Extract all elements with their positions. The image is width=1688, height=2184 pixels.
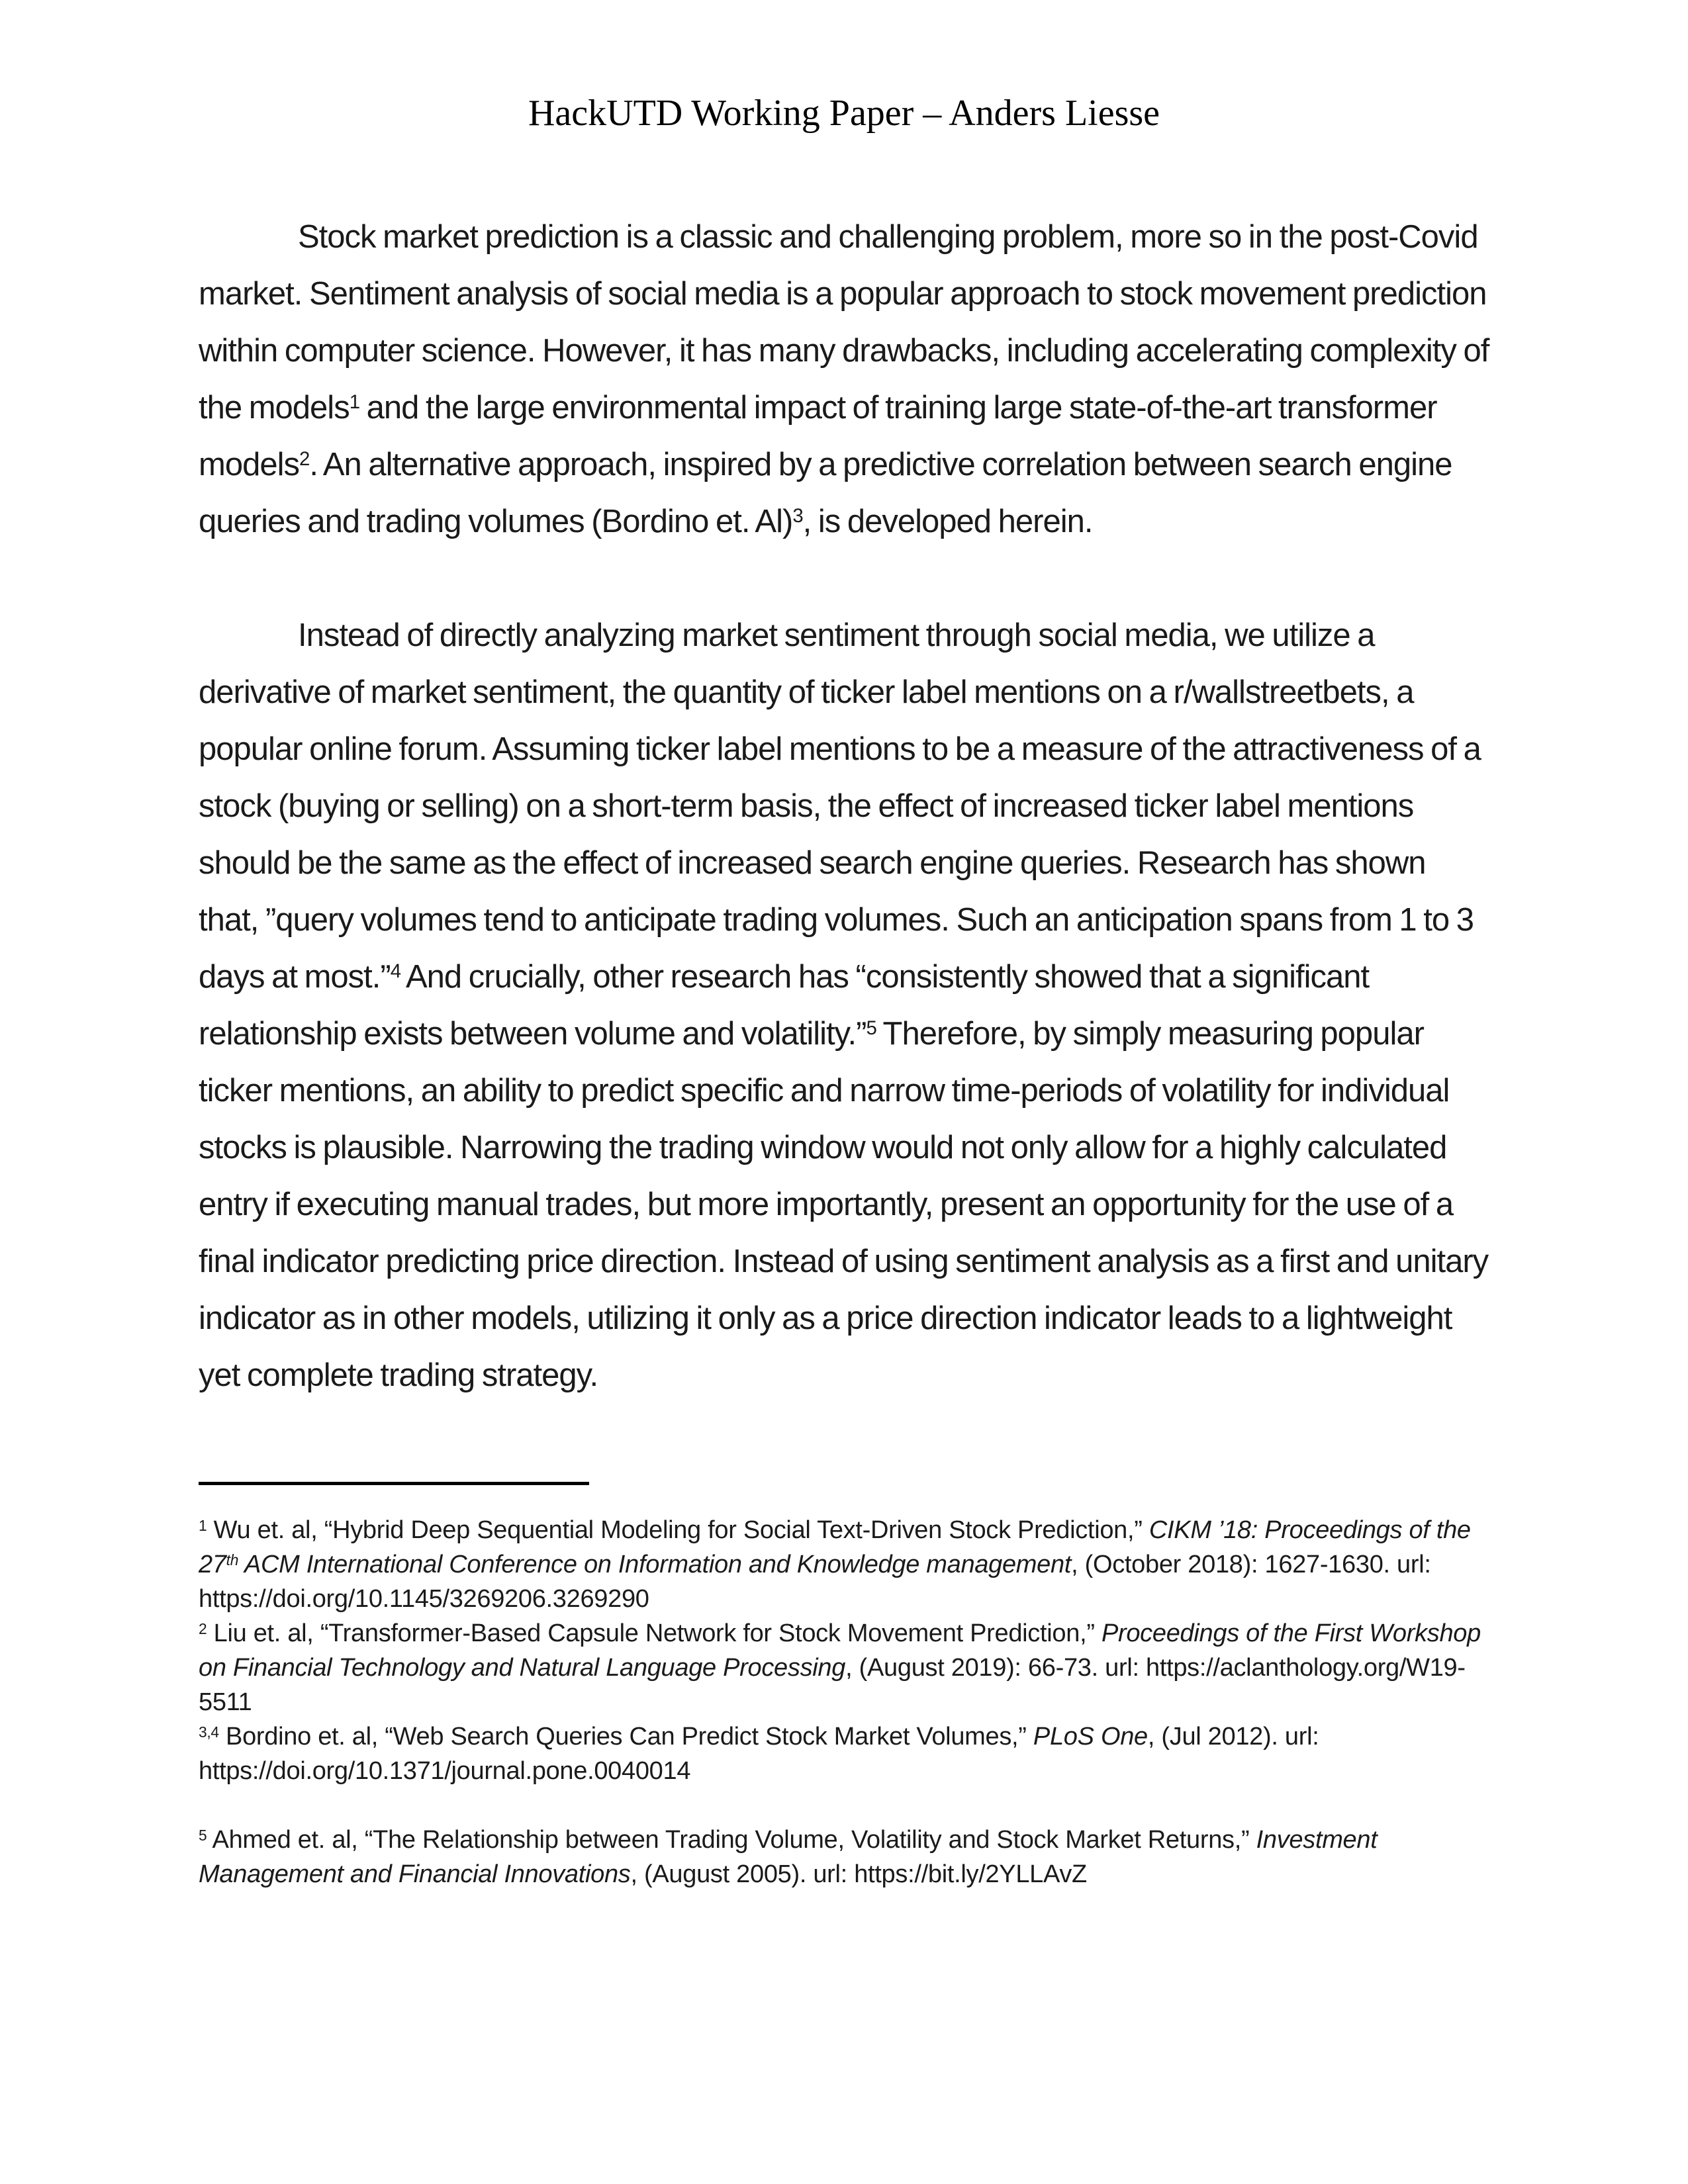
body-text — [199, 208, 1489, 1404]
footnotes-section — [199, 1482, 1489, 1891]
footnote-3-4: $^{3,4}$ Bordino et. al, “Web Search Queries Can Predict Stock Market Volumes,” PLoS One, (Jul 2012). url: https://doi.org/10.1371/journal.pone.0040014 — [199, 1723, 1319, 1785]
paragraph-2: Instead of directly analyzing market sentiment through social media, we utilize a derivative of market sentiment, the quantity of ticker label mentions on a r/wallstreetbets, a popular online forum. Assuming ticker label mentions to be a measure of the attractiveness of a stock (buying or selling) on a short-term basis, the effect of increased ticker label mentions should be the same as the effect of increased search engine queries. Research has shown that, ”query volumes tend to anticipate trading volumes. Such an anticipation spans from 1 to 3 days at most.”$^4$ And crucially, other research has “consistently showed that a significant relationship exists between volume and volatility.”$^5$ Therefore, by simply measuring popular ticker mentions, an ability to predict specific and narrow time-periods of volatility for individual stocks is plausible. Narrowing the trading window would not only allow for a highly calculated entry if executing manual trades, but more importantly, present an opportunity for the use of a final indicator predicting price direction. Instead of using sentiment analysis as a first and unitary indicator as in other models, utilizing it only as a price direction indicator leads to a lightweight yet complete trading strategy. — [199, 617, 1489, 1393]
footnote-2: $^2$ Liu et. al, “Transformer-Based Capsule Network for Stock Movement Prediction,” Proceedings of the First Workshop on Financial Technology and Natural Language Processing, (August 2019): 66-73. url: https://aclanthology.org/W19-5511 — [199, 1619, 1481, 1716]
footnote-separator — [199, 1482, 589, 1485]
page-title: HackUTD Working Paper – Anders Liesse — [528, 93, 1160, 134]
footnote-5: $^5$ Ahmed et. al, “The Relationship between Trading Volume, Volatility and Stock Market Returns,” Investment Management and Financial Innovations, (August 2005). url: https://bit.ly/2YLLAvZ — [199, 1826, 1378, 1888]
footnote-1: $^1$ Wu et. al, “Hybrid Deep Sequential Modeling for Social Text-Driven Stock Prediction,” CIKM ’18: Proceedings of the 27th ACM International Conference on Information and Knowledge management, (October 2018): 1627-1630. url: https://doi.org/10.1145/3269206.3269290 — [199, 1516, 1471, 1613]
paragraph-1: Stock market prediction is a classic and challenging problem, more so in the post-Covid market. Sentiment analysis of social media is a popular approach to stock movement prediction within computer science. However, it has many drawbacks, including accelerating complexity of the models$^1$ and the large environmental impact of training large state-of-the-art transformer models$^2$. An alternative approach, inspired by a predictive correlation between search engine queries and trading volumes (Bordino et. Al)$^3$, is developed herein. — [199, 219, 1489, 539]
